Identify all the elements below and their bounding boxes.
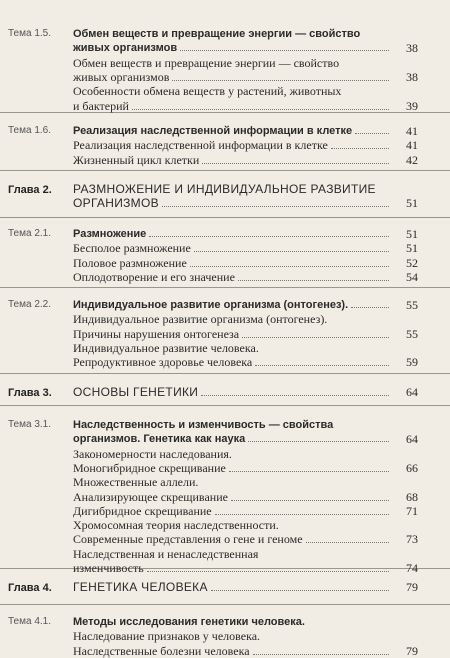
section-divider [0,405,450,406]
toc-line-text: организмов. Генетика как наука [73,433,246,446]
toc-line-text: Дигибридное скрещивание [73,503,212,518]
toc-line-text: ОРГАНИЗМОВ [73,196,159,211]
dot-leader [202,163,389,164]
toc-line-text: Наследственные болезни человека [73,643,250,658]
dot-leader [238,280,389,281]
toc-line-text: Репродуктивное здоровье человека [73,355,253,370]
toc-line-text: РАЗМНОЖЕНИЕ И ИНДИВИДУАЛЬНОЕ РАЗВИТИЕ [73,182,376,196]
toc-line-text: Множественные аллели. [73,475,199,490]
page-number: 66 [406,460,418,475]
dot-leader [172,80,389,81]
toc-chapter-title[interactable] [73,182,418,196]
page-number: 52 [406,255,418,270]
toc-topic-title[interactable] [73,615,418,629]
toc-line-text: Размножение [73,228,147,240]
dot-leader [242,337,389,338]
toc-subtopic[interactable] [73,70,392,84]
toc-line-text: Наследственность и изменчивость — свойства [73,419,334,431]
dot-leader [201,395,389,396]
page-number: 79 [406,580,418,594]
dot-leader [248,441,389,442]
topic-number: Тема 1.5. [8,28,52,39]
toc-subtopic[interactable] [73,461,392,475]
dot-leader [147,571,389,572]
toc-line-text: живых организмов [73,42,178,55]
toc-topic-title[interactable] [73,298,392,312]
toc-subtopic[interactable] [73,153,392,167]
toc-subtopic[interactable] [73,56,418,70]
toc-line-text: Обмен веществ и превращение энергии — свойство [73,55,340,70]
toc-line-text: Индивидуальное развитие организма (онтогенез). [73,299,349,311]
dot-leader [190,266,389,267]
toc-line-text: Реализация наследственной информации в клетке [73,138,328,153]
toc-line-text: Оплодотворение и его значение [73,269,235,284]
toc-topic-title[interactable] [73,124,392,138]
toc-chapter-title[interactable] [73,385,392,399]
toc-subtopic[interactable] [73,312,418,326]
toc-line-text: Половое размножение [73,255,187,270]
page-number: 41 [406,138,418,153]
page-number: 39 [406,98,418,113]
toc-line-text: Индивидуальное развитие организма (онтогенез). [73,312,328,327]
page-number: 38 [406,41,418,56]
toc-line-text: Моногибридное скрещивание [73,460,226,475]
toc-line-text: Жизненный цикл клетки [73,152,200,167]
dot-leader [132,109,389,110]
toc-topic-title[interactable] [73,432,392,446]
toc-subtopic[interactable] [73,138,392,152]
topic-number: Тема 3.1. [8,419,52,430]
toc-topic-title[interactable] [73,41,392,55]
toc-subtopic[interactable] [73,270,392,284]
page-number: 68 [406,489,418,504]
section-divider [0,287,450,288]
toc-subtopic[interactable] [73,629,418,643]
toc-line-text: ОСНОВЫ ГЕНЕТИКИ [73,385,199,399]
toc-subtopic[interactable] [73,241,392,255]
page-number: 51 [406,227,418,241]
toc-subtopic[interactable] [73,341,418,355]
page-number: 64 [406,385,418,399]
page-number: 59 [406,355,418,370]
toc-chapter-title[interactable] [73,196,392,210]
section-divider [0,604,450,605]
toc-subtopic[interactable] [73,561,392,575]
section-divider [0,217,450,218]
page-number: 55 [406,298,418,312]
dot-leader [149,236,389,237]
dot-leader [255,365,389,366]
toc-line-text: Закономерности наследования. [73,446,232,461]
toc-subtopic[interactable] [73,475,418,489]
chapter-number: Глава 3. [8,387,52,399]
toc-topic-title[interactable] [73,227,392,241]
toc-line-text: Обмен веществ и превращение энергии — свойство [73,28,361,40]
chapter-number: Глава 2. [8,184,52,196]
dot-leader [194,251,389,252]
toc-subtopic[interactable] [73,256,392,270]
toc-topic-title[interactable] [73,418,418,432]
toc-subtopic[interactable] [73,644,392,658]
toc-subtopic[interactable] [73,547,418,561]
dot-leader [211,590,389,591]
page-number: 64 [406,432,418,447]
page-number: 79 [406,643,418,658]
dot-leader [331,148,389,149]
toc-subtopic[interactable] [73,355,392,369]
toc-line-text: Индивидуальное развитие человека. [73,340,259,355]
page-number: 41 [406,124,418,138]
page-number: 74 [406,561,418,575]
toc-line-text: Бесполое размножение [73,241,191,256]
toc-subtopic[interactable] [73,84,418,98]
toc-subtopic[interactable] [73,490,392,504]
page-number: 71 [406,503,418,518]
toc-chapter-title[interactable] [73,580,392,594]
toc-subtopic[interactable] [73,518,418,532]
page-number: 54 [406,269,418,284]
dot-leader [180,50,389,51]
toc-line-text: Реализация наследственной информации в клетке [73,125,353,137]
dot-leader [355,133,389,134]
toc-line-text: Наследственная и ненаследственная [73,546,259,561]
toc-line-text: живых организмов [73,69,170,84]
toc-line-text: изменчивость [73,561,144,575]
toc-subtopic[interactable] [73,99,392,113]
toc-topic-title[interactable] [73,27,418,41]
section-divider [0,373,450,374]
dot-leader [162,206,389,207]
toc-line-text: Хромосомная теория наследственности. [73,518,279,533]
topic-number: Тема 1.6. [8,125,52,136]
toc-line-text: Методы исследования генетики человека. [73,616,305,628]
page-number: 38 [406,69,418,84]
toc-subtopic[interactable] [73,504,392,518]
dot-leader [351,307,389,308]
page-number: 55 [406,326,418,341]
toc-line-text: Причины нарушения онтогенеза [73,326,240,341]
toc-subtopic[interactable] [73,532,392,546]
toc-line-text: Анализирующее скрещивание [73,489,228,504]
dot-leader [306,542,389,543]
toc-line-text: Современные представления о гене и геноме [73,532,303,547]
topic-number: Тема 2.1. [8,228,52,239]
dot-leader [253,654,389,655]
page-number: 51 [406,241,418,256]
toc-line-text: ГЕНЕТИКА ЧЕЛОВЕКА [73,580,208,594]
page-number: 73 [406,532,418,547]
chapter-number: Глава 4. [8,582,52,594]
topic-number: Тема 4.1. [8,616,52,627]
dot-leader [215,514,389,515]
toc-subtopic[interactable] [73,447,418,461]
toc-line-text: Особенности обмена веществ у растений, животных [73,84,342,99]
section-divider [0,170,450,171]
dot-leader [229,471,389,472]
toc-subtopic[interactable] [73,327,392,341]
page-number: 51 [406,196,418,211]
toc-line-text: и бактерий [73,98,129,113]
page-number: 42 [406,152,418,167]
dot-leader [231,500,389,501]
topic-number: Тема 2.2. [8,299,52,310]
toc-line-text: Наследование признаков у человека. [73,629,261,644]
